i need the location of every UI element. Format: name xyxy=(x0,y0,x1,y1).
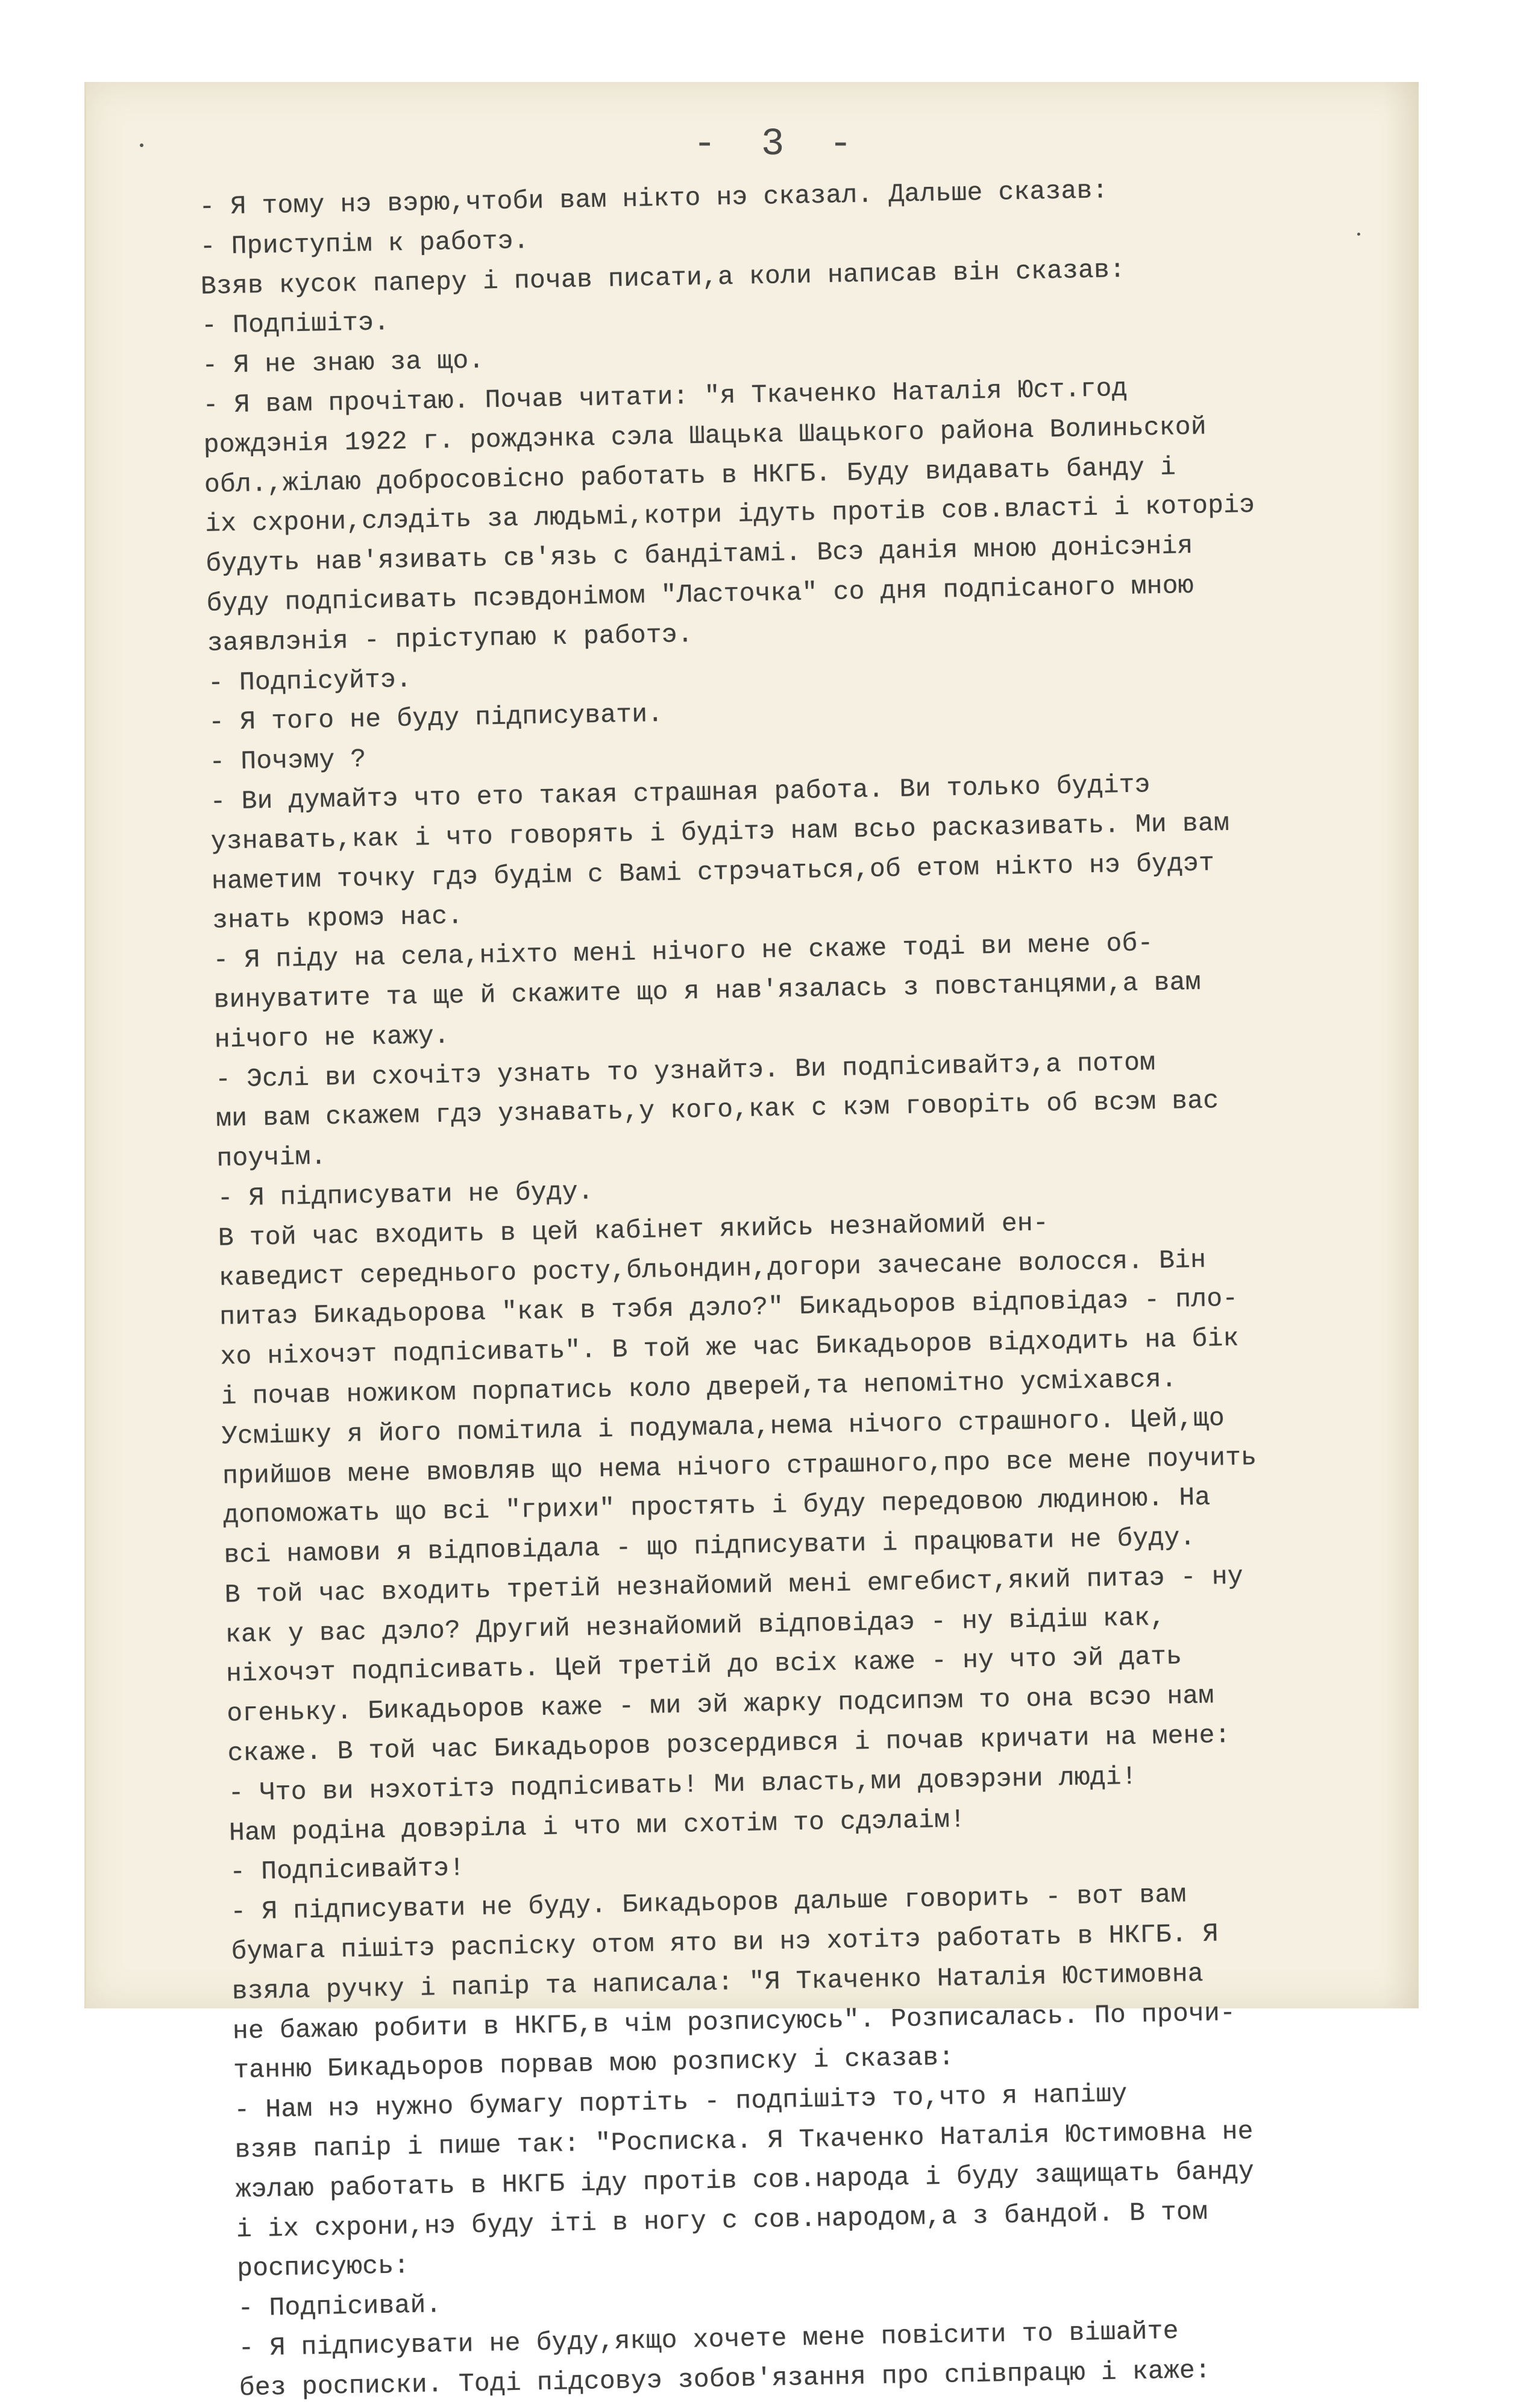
text-line: і іх схрони,нэ буду іті в ногу с сов.народом,а з бандой. В том xyxy=(236,2196,1208,2245)
text-line: ніхочэт подпісивать. Цей третій до всіх каже - ну что эй дать xyxy=(225,1642,1182,1690)
text-line: без росписки. Тоді підсовуэ зобов'язання про співпрацю і каже: xyxy=(239,2355,1211,2403)
text-line: Нам родіна довэріла і что ми схотім то сдэлаім! xyxy=(228,1804,966,1848)
text-line: В той час входить третій незнайомий мені емгебист,який питаэ - ну xyxy=(224,1561,1244,1610)
text-line: Усмішку я його помітила і подумала,нема нічого страшного. Цей,що xyxy=(221,1403,1225,1451)
text-line: не бажаю робити в НКГБ,в чім розписуюсь". Розписалась. По прочи- xyxy=(232,1998,1236,2046)
text-line: іх схрони,слэдіть за людьмі,котри ідуть протів сов.власті і которіэ xyxy=(204,490,1255,539)
text-line: нічого не кажу. xyxy=(214,1020,450,1055)
typewritten-text xyxy=(199,166,1439,2408)
text-line: - Я підписувати не буду. xyxy=(217,1177,594,1213)
text-line: как у вас дэло? Другий незнайомий відповідаэ - ну відіш как, xyxy=(225,1602,1166,1650)
text-line: танню Бикадьоров порвав мою розписку і сказав: xyxy=(233,2043,955,2086)
text-line: - Подпісивайтэ! xyxy=(229,1853,465,1887)
text-line: допоможать що всі "грихи" простять і буду передовою людиною. На xyxy=(222,1482,1211,1530)
text-line: - Подпішітэ. xyxy=(201,307,390,341)
text-line: і почав ножиком порпатись коло дверей,та непомітно усміхався. xyxy=(221,1364,1178,1412)
text-line: - Нам нэ нужно бумагу портіть - подпішітэ то,что я напішу xyxy=(234,2079,1128,2125)
text-line: - Что ви нэхотітэ подпісивать! Ми власть,ми довэрэни люді! xyxy=(228,1761,1138,1808)
text-line: каведист середнього росту,бльондин,догори зачесане волосся. Він xyxy=(218,1245,1207,1293)
text-line: винуватите та ще й скажите що я нав'язалась з повстанцями,а вам xyxy=(213,967,1202,1015)
ink-speck xyxy=(140,143,143,147)
text-line: будуть нав'язивать св'язь с бандітамі. Всэ данія мною донісэнія xyxy=(205,531,1193,579)
text-line: поучім. xyxy=(216,1142,327,1174)
text-line: хо ніхочэт подпісивать". В той же час Бикадьоров відходить на бік xyxy=(220,1323,1240,1372)
text-line: - Ви думайтэ что ето такая страшная работа. Ви только будітэ xyxy=(210,770,1151,817)
text-line: всі намови я відповідала - що підписувати і працювати не буду. xyxy=(224,1523,1196,1570)
text-line: наметим точку гдэ будім с Вамі стрэчаться,об етом нікто нэ будэт xyxy=(211,847,1215,896)
text-line: жэлаю работать в НКГБ іду протів сов.народа і буду защищать банду xyxy=(235,2156,1255,2205)
text-line: скаже. В той час Бикадьоров розсердився і почав кричати на мене: xyxy=(227,1720,1231,1768)
text-line: знать кромэ нас. xyxy=(212,901,463,936)
text-line: - Я не знаю за що. xyxy=(201,345,485,381)
text-line: - Эслі ви схочітэ узнать то узнайтэ. Ви подпісивайтэ,а потом xyxy=(215,1047,1156,1095)
text-line: заявлэнія - пріступаю к работэ. xyxy=(207,619,694,658)
text-line: питаэ Бикадьорова "как в тэбя дэло?" Бикадьоров відповідаэ - пло- xyxy=(219,1284,1238,1332)
text-line: В той час входить в цей кабінет якийсь незнайомий ен- xyxy=(218,1208,1049,1253)
text-line: ми вам скажем гдэ узнавать,у кого,как с кэм говоріть об всэм вас xyxy=(215,1086,1219,1134)
text-line: - Я того не буду підписувати. xyxy=(208,699,664,738)
text-line: - Я піду на села,ніхто мені нічого не скаже тоді ви мене об- xyxy=(213,928,1154,975)
text-line: - Я тому нэ вэрю,чтоби вам нікто нэ сказал. Дальше сказав: xyxy=(199,175,1109,222)
page-number: - 3 - xyxy=(693,123,864,166)
text-line: буду подпісивать псэвдонімом "Ласточка" со дня подпісаного мною xyxy=(206,570,1194,618)
text-line: - Подпісивай. xyxy=(237,2290,442,2324)
text-line: взяла ручку і папір та написала: "Я Ткаченко Наталія Юстимовна xyxy=(231,1958,1204,2007)
text-line: - Почэму ? xyxy=(209,744,366,777)
text-line: огеньку. Бикадьоров каже - ми эй жарку подсипэм то она всэо нам xyxy=(226,1680,1214,1729)
text-line: прийшов мене вмовляв що нема нічого страшного,про все мене поучить xyxy=(222,1442,1257,1491)
text-line: - Я вам прочітаю. Почав читати: "я Ткаченко Наталія Юст.год xyxy=(202,373,1128,420)
text-line: Взяв кусок паперу і почав писати,а коли написав він сказав: xyxy=(200,254,1126,301)
document-page xyxy=(84,82,1419,2403)
text-line: росписуюсь: xyxy=(236,2251,410,2284)
text-line: обл.,жілаю добросовісно работать в НКГБ. Буду видавать банду і xyxy=(204,451,1176,500)
text-line: - Я підписувати не буду. Бикадьоров дальше говорить - вот вам xyxy=(230,1879,1187,1927)
text-line: - Подпісуйтэ. xyxy=(207,664,412,698)
page-edge xyxy=(84,82,86,2008)
text-line: рождэнія 1922 г. рождэнка сэла Шацька Шацького района Волиньской xyxy=(203,412,1207,460)
text-line: - Я підписувати не буду,якщо хочете мене повісити то вішайте xyxy=(238,2316,1179,2363)
text-line: - Приступім к работэ. xyxy=(199,225,530,262)
text-line: взяв папір і пише так: "Росписка. Я Ткаченко Наталія Юстимовна не xyxy=(234,2116,1254,2165)
text-line: узнавать,как і что говорять і будітэ нам всьо расказивать. Ми вам xyxy=(210,808,1230,857)
text-line: бумага пішітэ распіску отом ято ви нэ хотітэ работать в НКГБ. Я xyxy=(231,1919,1219,1967)
